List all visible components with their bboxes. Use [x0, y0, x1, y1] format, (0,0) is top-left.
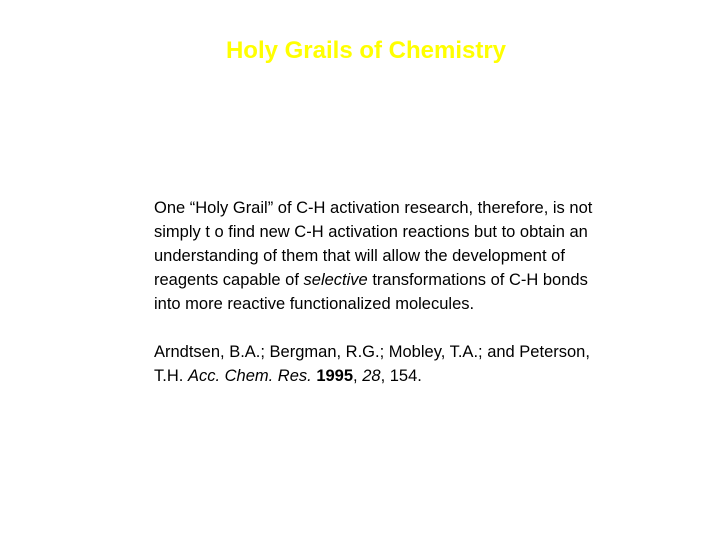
slide-title: Holy Grails of Chemistry — [225, 37, 507, 64]
citation: Arndtsen, B.A.; Bergman, R.G.; Mobley, T.A.; and Peterson, T.H. Acc. Chem. Res. 1995, 28, 154. — [154, 343, 590, 385]
citation-journal: Acc. Chem. Res. — [187, 367, 312, 385]
quote-text-part-1: One “Holy Grail” of C-H activation research, therefore, is not simply t o find new C-H activation reactions but to obtain an understanding of them that will allow the development of reagents capable of — [154, 199, 593, 289]
quote-paragraph — [154, 196, 594, 316]
citation-page: 154 — [389, 367, 418, 385]
quote-emphasis: selective — [303, 271, 368, 289]
citation-volume: 28 — [362, 367, 381, 385]
slide-body — [154, 196, 604, 388]
citation-authors: Arndtsen, B.A.; Bergman, R.G.; Mobley, T.A.; and Peterson, T.H. — [154, 343, 590, 385]
citation-year: 1995 — [316, 367, 354, 385]
quote-text-part-2: transformations of C-H bonds into more reactive functionalized molecules. — [154, 271, 588, 313]
